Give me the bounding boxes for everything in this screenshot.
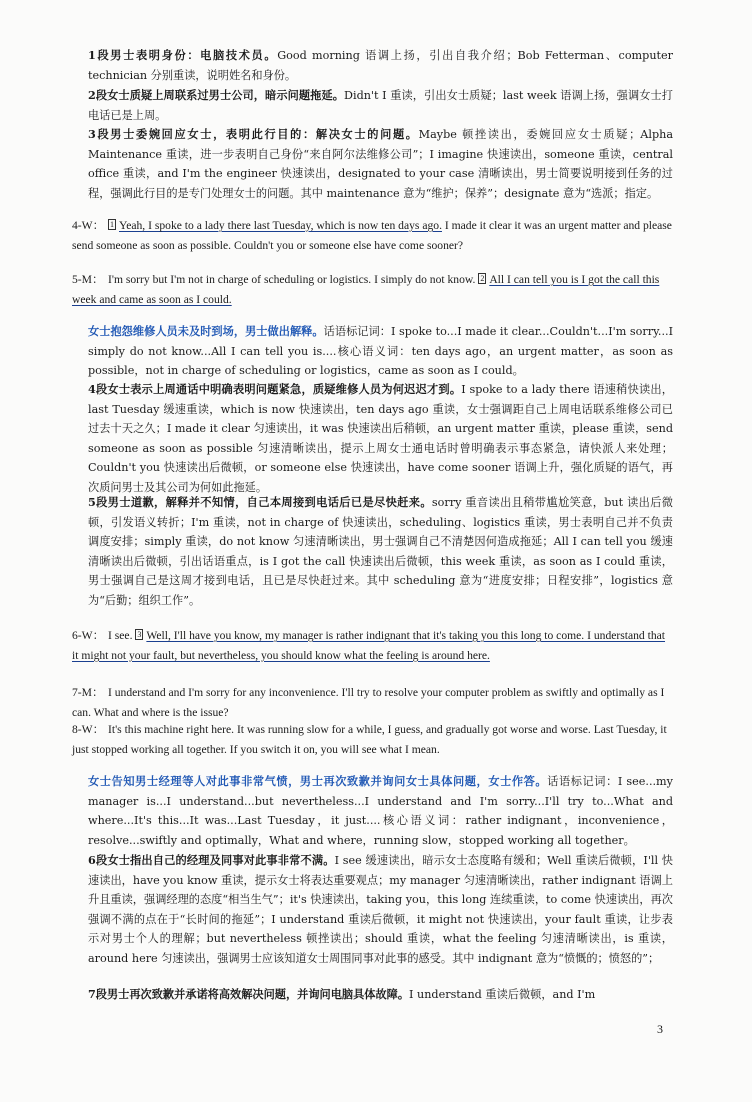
para-lead: 1段男士表明身份：电脑技术员。 — [88, 48, 278, 62]
summary-text: 话语标记词：I spoke to...I made it clear...Couldn't...I'm sorry...I simply do not know...All I can tell you is....核心语义词：ten days ago，an urgent matter，as soon as possible，not in charge of scheduling or logistics，came as soon as I could。 — [88, 325, 673, 378]
analysis-para-5 — [88, 493, 673, 611]
dialogue-line-6 — [72, 626, 672, 666]
analysis-para-1 — [88, 46, 673, 85]
dialogue-text: It's this machine right here. It was running slow for a while, I guess, and gradually got worse and worse. Last Tuesday, it just stopped working all together. If you switch it on, you will see what I mean. — [72, 723, 667, 756]
speaker-label: 7-M： — [72, 686, 104, 699]
summary-text: 话语标记词：I see...my manager is...I understand...but nevertheless...I understand and I'm sorry...I'll try to...What and where...It's this...It was...Last Tuesday，it just....核心语义词：rather indignant，inconvenience，resolve...swiftly and optimally，What and where，running slow，stopped working all together。 — [88, 775, 673, 847]
para-lead: 2段女士质疑上周联系过男士公司，暗示问题拖延。 — [88, 88, 345, 102]
question-marker: 2 — [480, 274, 485, 283]
para-text: sorry 重音读出且稍带尴尬笑意，but 读出后微顿，引发语义转折；I'm 重读，not in charge of 快速读出，scheduling、logistics 重读，男士表明自己并不负责调度安排；simply 重读，do not know 匀速清晰读出，男士强调自己不清楚因何造成拖延；All I can tell you 缓速清晰读出后微顿，引出话语重点，is I got the call 快速读出后微顿，this week 重读，as soon as I could 重读，男士强调自己是这周才接到电话，且已是尽快赶过来。其中 scheduling 意为“进度安排；日程安排”，logistics 意为“后勤；组织工作”。 — [88, 496, 673, 607]
analysis-para-2 — [88, 86, 673, 125]
speaker-label: 6-W： — [72, 629, 105, 642]
underlined-sentence: Yeah, I spoke to a lady there last Tuesday, which is now ten days ago. — [119, 219, 442, 232]
para-text: Maybe 顿挫读出，委婉回应女士质疑；Alpha Maintenance 重读，进一步表明自己身份“来自阿尔法维修公司”；I imagine 快速读出，someone 重读，central office 重读，and I'm the engineer 快速读出，designated to your case 清晰读出，男士简要说明接到任务的过程，强调此行目的是专门处理女士的问题。其中 maintenance 意为“维护；保养”；designate 意为“选派；指定。 — [88, 128, 673, 200]
analysis-para-7 — [88, 985, 673, 1005]
para-lead: 6段女士指出自己的经理及同事对此事非常不满。 — [88, 853, 335, 867]
page-number: 3 — [657, 1022, 663, 1036]
dialogue-line-5 — [72, 270, 672, 310]
para-lead: 7段男士再次致歉并承诺将高效解决问题，并询问电脑具体故障。 — [88, 987, 410, 1001]
para-text: I spoke to a lady there 语速稍快读出，last Tuesday 缓速重读，which is now 快速读出，ten days ago 重读，女士强调距自己上周电话联系维修公司已过去十天之久；I made it clear 匀速读出，it was 快速读出后稍顿，an urgent matter 重读，please 重读，send someone as soon as possible 匀速清晰读出，提示上周女士通电话时曾明确表示事态紧急，请快派人来处理；Couldn't you 快速读出后微顿，or someone else 快速读出，have come sooner 语调上升，强化质疑的语气，再次质问男士及其公司为何如此拖延。 — [88, 383, 673, 494]
question-marker: 1 — [110, 220, 114, 229]
dialogue-text: I see. — [108, 629, 136, 642]
para-text: I understand 重读后微顿，and I'm — [409, 988, 596, 1001]
analysis-para-4 — [88, 380, 673, 498]
speaker-label: 4-W： — [72, 219, 105, 232]
dialogue-line-4 — [72, 216, 672, 256]
dialogue-line-8 — [72, 720, 672, 760]
underlined-sentence: Well, I'll have you know, my manager is rather indignant that it's taking you this long to come. I understand that it might not your fault, but nevertheless, you should know what the feeling is around here. — [72, 629, 666, 662]
para-text: Good morning 语调上扬，引出自我介绍；Bob Fetterman、computer technician 分别重读，说明姓名和身份。 — [88, 49, 673, 82]
speaker-label: 8-W： — [72, 723, 105, 736]
question-marker: 3 — [137, 630, 142, 639]
dialogue-text: I understand and I'm sorry for any inconvenience. I'll try to resolve your computer problem as swiftly and optimally as I can. What and where is the issue? — [72, 686, 665, 719]
para-lead: 5段男士道歉，解释并不知情，自己本周接到电话后已是尽快赶来。 — [88, 495, 432, 509]
para-text: Didn't I 重读，引出女士质疑；last week 语调上扬，强调女士打电话已是上周。 — [88, 89, 673, 122]
speaker-label: 5-M： — [72, 273, 104, 286]
dialogue-text: I made it clear it was an urgent matter and please send someone as soon as possible. Couldn't you or someone else have come sooner? — [72, 219, 672, 252]
underlined-sentence: All I can tell you is I got the call this week and came as soon as I could. — [72, 273, 660, 306]
para-lead: 4段女士表示上周通话中明确表明问题紧急，质疑维修人员为何迟迟才到。 — [88, 382, 462, 396]
analysis-para-3 — [88, 125, 673, 203]
dialogue-line-7 — [72, 683, 672, 723]
summary-heading: 女士告知男士经理等人对此事非常气愤，男士再次致歉并询问女士具体问题，女士作答。 — [88, 774, 548, 788]
summary-para-1 — [88, 322, 673, 381]
dialogue-text: I'm sorry but I'm not in charge of scheduling or logistics. I simply do not know. — [108, 273, 479, 286]
para-text: I see 缓速读出，暗示女士态度略有缓和；Well 重读后微顿，I'll 快速读出，have you know 重读，提示女士将表达重要观点；my manager 匀速清晰读出，rather indignant 语调上升且重读，强调经理的态度“相当生气”；it's 快速读出，taking you，this long 连续重读，to come 快速读出，再次强调不满的点在于“长时间的拖延”；I understand 重读后微顿，it might not 快速读出，your fault 重读，让步表示对男士个人的理解；but nevertheless 顿挫读出；should 重读，what the feeling 匀速清晰读出，is 重读，around here 匀速读出，强调男士应该知道女士周围同事对此事的感受。其中 indignant 意为“愤慨的；愤怒的”； — [88, 854, 673, 965]
summary-heading: 女士抱怨维修人员未及时到场，男士做出解释。 — [88, 324, 324, 338]
summary-para-2 — [88, 772, 673, 850]
para-lead: 3段男士委婉回应女士，表明此行目的：解决女士的问题。 — [88, 127, 419, 141]
analysis-para-6 — [88, 851, 673, 969]
